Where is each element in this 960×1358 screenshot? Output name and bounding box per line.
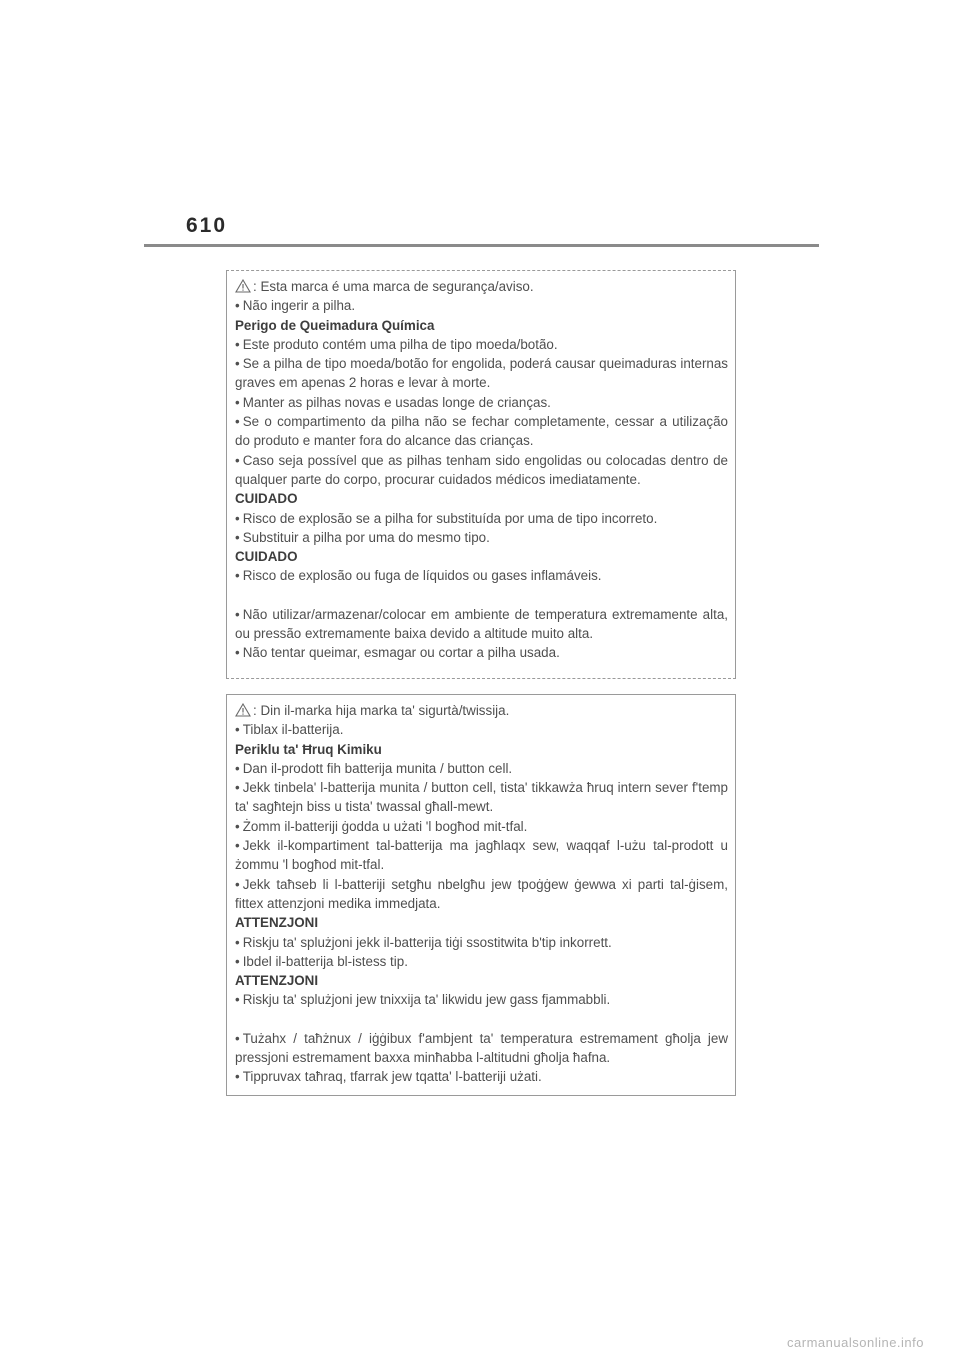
bullet-marker: • <box>235 298 240 314</box>
bullet-marker: • <box>235 876 240 892</box>
bullet-text: Não ingerir a pilha. <box>242 298 356 314</box>
bullet-marker: • <box>235 780 240 796</box>
bullet-marker: • <box>235 645 240 661</box>
warning-heading: Perigo de Queimadura Química <box>235 317 435 333</box>
warning-bullet-item <box>235 720 728 739</box>
warning-bullet-item <box>235 412 728 451</box>
warning-bullet-item <box>235 643 728 662</box>
bullet-marker: • <box>235 760 240 776</box>
bullet-marker: • <box>235 568 240 584</box>
bullet-marker: • <box>235 1030 240 1046</box>
warning-items <box>235 296 728 662</box>
warning-marker-line <box>235 277 728 296</box>
bullet-marker: • <box>235 356 240 372</box>
warning-bullet-item <box>235 566 728 585</box>
bullet-marker: • <box>235 394 240 410</box>
warning-bullet-item <box>235 778 728 817</box>
bullet-text: Dan il-prodott fih batterija munita / button cell. <box>242 760 513 776</box>
warning-box-portuguese <box>226 270 736 679</box>
warning-bullet-item <box>235 875 728 914</box>
bullet-marker: • <box>235 934 240 950</box>
warning-bullet-item <box>235 817 728 836</box>
warning-triangle-icon <box>235 279 251 293</box>
warning-box-maltese <box>226 694 736 1096</box>
bullet-marker: • <box>235 992 240 1008</box>
warning-heading: ATTENZJONI <box>235 973 319 989</box>
bullet-marker: • <box>235 818 240 834</box>
bullet-text: Ibdel il-batterija bl-istess tip. <box>242 953 408 969</box>
warning-bullet-item <box>235 393 728 412</box>
paragraph-spacer <box>235 586 728 605</box>
bullet-marker: • <box>235 606 240 622</box>
bullet-text: Não utilizar/armazenar/colocar em ambiente de temperatura extremamente alta, ou pressão extremamente baixa devido a altitude muito alta. <box>235 606 728 642</box>
warning-heading: ATTENZJONI <box>235 915 319 931</box>
bullet-text: Jekk tinbela' l-batterija munita / button cell, tista' tikkawża ħruq intern sever f'temp ta' sagħtejn biss u tista' twassal għall-mewt. <box>235 780 728 815</box>
warning-bullet-item <box>235 1067 728 1086</box>
bullet-text: Manter as pilhas novas e usadas longe de crianças. <box>242 394 551 410</box>
bullet-text: Jekk taħseb li l-batteriji setgħu nbelgħu jew tpoġġew ġewwa xi parti tal-ġisem, fittex attenzjoni medika immedjata. <box>235 876 728 911</box>
warning-heading: CUIDADO <box>235 491 298 507</box>
warning-bullet-item <box>235 759 728 778</box>
bullet-marker: • <box>235 838 240 854</box>
bullet-marker: • <box>235 414 240 430</box>
bullet-text: Tippruvax taħraq, tfarrak jew tqatta' l-batteriji użati. <box>242 1069 542 1085</box>
warning-bullet-item <box>235 990 728 1009</box>
paragraph-spacer <box>235 1010 728 1029</box>
warning-bullet-item <box>235 933 728 952</box>
bullet-marker: • <box>235 510 240 526</box>
warning-heading: Periklu ta' Ħruq Kimiku <box>235 741 382 757</box>
bullet-text: Se o compartimento da pilha não se fechar completamente, cessar a utilização do produto e manter fora do alcance das crianças. <box>235 414 728 449</box>
warning-marker-line <box>235 701 728 720</box>
warning-triangle-icon <box>235 703 251 717</box>
page-number: 610 <box>186 214 228 237</box>
bullet-text: Riskju ta' splużjoni jekk il-batterija tiġi ssostitwita b'tip inkorrett. <box>242 934 612 950</box>
bullet-text: Żomm il-batteriji ġodda u użati 'l bogħod mit-tfal. <box>242 818 528 834</box>
bullet-marker: • <box>235 336 240 352</box>
watermark: carmanualsonline.info <box>787 1335 924 1350</box>
warning-bullet-item <box>235 1029 728 1068</box>
bullet-marker: • <box>235 722 240 738</box>
bullet-text: Riskju ta' splużjoni jew tnixxija ta' likwidu jew gass fjammabbli. <box>242 992 611 1008</box>
bullet-text: Tiblax il-batterija. <box>242 722 344 738</box>
bullet-marker: • <box>235 452 240 468</box>
warning-bullet-item <box>235 451 728 490</box>
warning-bullet-item <box>235 296 728 315</box>
warning-bullet-item <box>235 605 728 644</box>
bullet-text: Substituir a pilha por uma do mesmo tipo. <box>242 529 490 545</box>
warning-marker-text: : Esta marca é uma marca de segurança/aviso. <box>253 279 534 294</box>
header-rule <box>144 244 819 247</box>
warning-bullet-item <box>235 335 728 354</box>
bullet-text: Este produto contém uma pilha de tipo moeda/botão. <box>242 336 558 352</box>
bullet-marker: • <box>235 953 240 969</box>
bullet-text: Não tentar queimar, esmagar ou cortar a pilha usada. <box>242 645 560 661</box>
bullet-text: Risco de explosão se a pilha for substituída por uma de tipo incorreto. <box>242 510 658 526</box>
bullet-text: Tużahx / taħżnux / iġġibux f'ambjent ta' temperatura estremament għolja jew pressjoni estremament baxxa minħabba l-altitudni għolja ħafna. <box>235 1030 728 1066</box>
warning-bullet-item <box>235 509 728 528</box>
warning-marker-text: : Din il-marka hija marka ta' sigurtà/twissija. <box>253 703 510 718</box>
bullet-text: Caso seja possível que as pilhas tenham sido engolidas ou colocadas dentro de qualquer parte do corpo, procurar cuidados médicos imediatamente. <box>235 452 728 487</box>
warning-bullet-item <box>235 836 728 875</box>
bullet-marker: • <box>235 1069 240 1085</box>
warning-bullet-item <box>235 354 728 393</box>
warning-items <box>235 720 728 1086</box>
warning-bullet-item <box>235 952 728 971</box>
warning-heading: CUIDADO <box>235 549 298 565</box>
bullet-text: Se a pilha de tipo moeda/botão for engolida, poderá causar queimaduras internas graves em apenas 2 horas e levar à morte. <box>235 356 728 391</box>
warning-bullet-item <box>235 528 728 547</box>
bullet-marker: • <box>235 529 240 545</box>
bullet-text: Risco de explosão ou fuga de líquidos ou gases inflamáveis. <box>242 568 602 584</box>
bullet-text: Jekk il-kompartiment tal-batterija ma jagħlaqx sew, waqqaf l-użu tal-prodott u żommu 'l bogħod mit-tfal. <box>235 838 728 873</box>
